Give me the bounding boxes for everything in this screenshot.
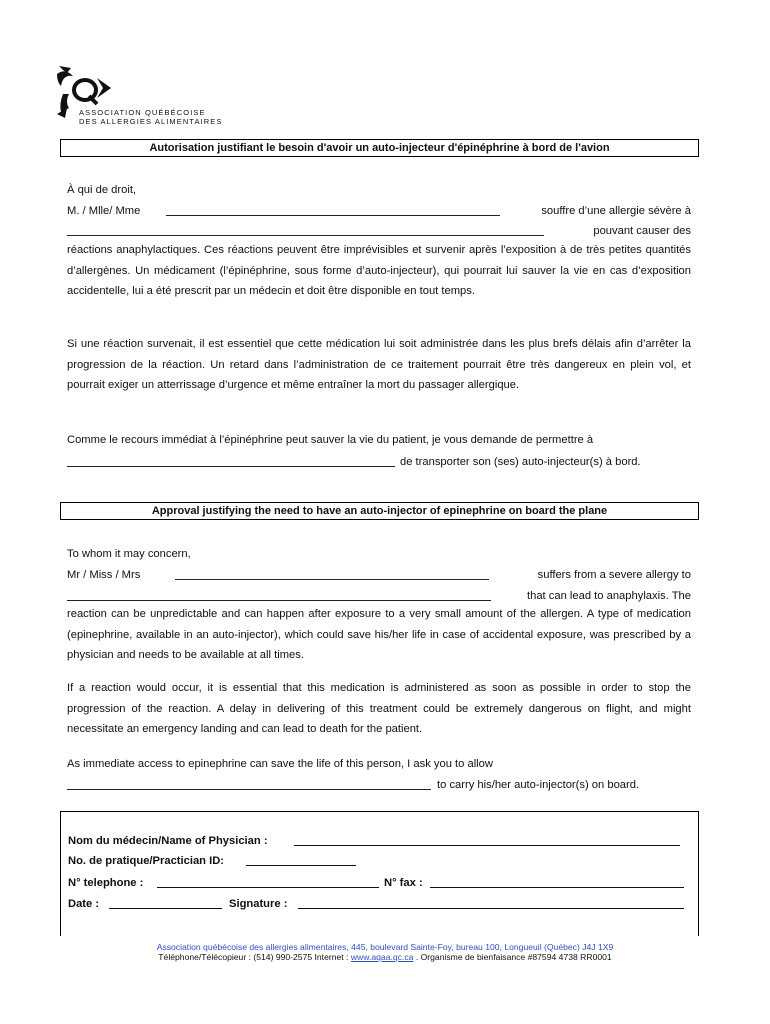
practician-id-field[interactable] [246, 853, 356, 866]
en-carry-suffix: to carry his/her auto-injector(s) on board. [437, 779, 640, 791]
signature-field[interactable] [298, 896, 684, 909]
fax-field[interactable] [430, 875, 684, 888]
phone-label: N° telephone : [68, 877, 144, 889]
fr-greeting-text: À qui de droit, [67, 184, 137, 196]
aqaa-logo [55, 64, 255, 134]
fr-allergen-suffix: pouvant causer des [593, 225, 691, 237]
phone-field[interactable] [157, 875, 379, 888]
fr-paragraph-3: Comme le recours immédiat à l’épinéphrine peut sauver la vie du patient, je vous demande de permettre à [67, 434, 594, 446]
footer-charity: . Organisme de bienfaisance #87594 4738 RR0001 [415, 952, 612, 962]
en-name-row [67, 566, 691, 584]
footer-phone: Téléphone/Télécopieur : (514) 990-2575 Internet : [158, 952, 349, 962]
en-patient-name-field[interactable] [175, 566, 489, 580]
en-title: Approval justifying the need to have an auto-injector of epinephrine on board the plane [60, 502, 699, 520]
fr-allergen-row [67, 222, 691, 240]
en-carry-row [67, 776, 691, 794]
logo-line-2: DES ALLERGIES ALIMENTAIRES [79, 117, 223, 126]
fr-carry-suffix: de transporter son (ses) auto-injecteur(s) à bord. [400, 456, 641, 468]
footer-contact [0, 952, 770, 962]
en-carrier-name-field[interactable] [67, 776, 431, 790]
en-greeting [67, 545, 691, 563]
fr-carry-row [67, 453, 691, 471]
practician-id-label: No. de pratique/Practician ID: [68, 855, 225, 867]
en-allergen-field[interactable] [67, 587, 491, 601]
fr-paragraph-2: Si une réaction survenait, il est essentiel que cette médication lui soit administrée dans les plus brefs délais afin d’arrêter la progression de la réaction. Un retard dans l’administration de ce traitement pourrait être très dangereux en plein vol, et pourrait exiger un atterrissage d’urgence et même entraîner la mort du passager allergique. [67, 338, 691, 392]
practician-id-row [68, 853, 368, 869]
fr-carrier-name-field[interactable] [67, 453, 395, 467]
logo-line-1: ASSOCIATION QUÉBÉCOISE [79, 108, 206, 117]
fr-name-suffix: souffre d’une allergie sévère à [541, 205, 691, 217]
fr-name-prefix: M. / Mlle/ Mme [67, 205, 141, 217]
en-name-prefix: Mr / Miss / Mrs [67, 569, 141, 581]
physician-name-row [68, 833, 681, 849]
fax-label: N° fax : [384, 877, 423, 889]
en-name-suffix: suffers from a severe allergy to [537, 569, 691, 581]
date-field[interactable] [109, 896, 222, 909]
fr-greeting [67, 181, 691, 199]
en-allergen-suffix: that can lead to anaphylaxis. The [527, 590, 691, 602]
fr-patient-name-field[interactable] [166, 202, 500, 216]
physician-name-label: Nom du médecin/Name of Physician : [68, 835, 268, 847]
footer-website-link[interactable]: www.aqaa.qc.ca [350, 952, 414, 962]
date-label: Date : [68, 898, 100, 910]
fr-title: Autorisation justifiant le besoin d'avoir un auto-injecteur d'épinéphrine à bord de l'avion [60, 139, 699, 157]
fr-name-row [67, 202, 691, 220]
en-paragraph-2: If a reaction would occur, it is essential that this medication is administered as soon as possible in order to stop the progression of the reaction. A delay in delivering of this treatment could be extremely dangerous on flight, and might necessitate an emergency landing and can lead to death for the patient. [67, 682, 691, 736]
date-signature-row [68, 896, 684, 912]
signature-label: Signature : [229, 898, 288, 910]
en-allergen-row [67, 587, 691, 605]
en-paragraph-3: As immediate access to epinephrine can save the life of this person, I ask you to allow [67, 758, 493, 770]
footer-address: Association québécoise des allergies alimentaires, 445, boulevard Sainte-Foy, bureau 100, Longueuil (Québec) J4J 1X9 [156, 942, 614, 952]
en-paragraph-1: reaction can be unpredictable and can happen after exposure to a very small amount of the allergen. A type of medication (epinephrine, available in an auto-injector), which could save his/her life in case of accidental exposure, was prescribed by a physician and needs to be available at all times. [67, 608, 691, 662]
physician-name-field[interactable] [294, 833, 680, 846]
fr-paragraph-1: réactions anaphylactiques. Ces réactions peuvent être imprévisibles et survenir après l’exposition à de très petites quantités d’allergènes. Un médicament (l’épinéphrine, sous forme d’auto-injecteur), qui pourrait lui sauver la vie en cas d’exposition accidentelle, lui a été prescrit par un médecin et doit être disponible en tout temps. [67, 244, 691, 298]
phone-fax-row [68, 875, 684, 891]
physician-box [60, 811, 699, 936]
en-greeting-text: To whom it may concern, [67, 548, 191, 560]
fr-allergen-field[interactable] [67, 222, 544, 236]
